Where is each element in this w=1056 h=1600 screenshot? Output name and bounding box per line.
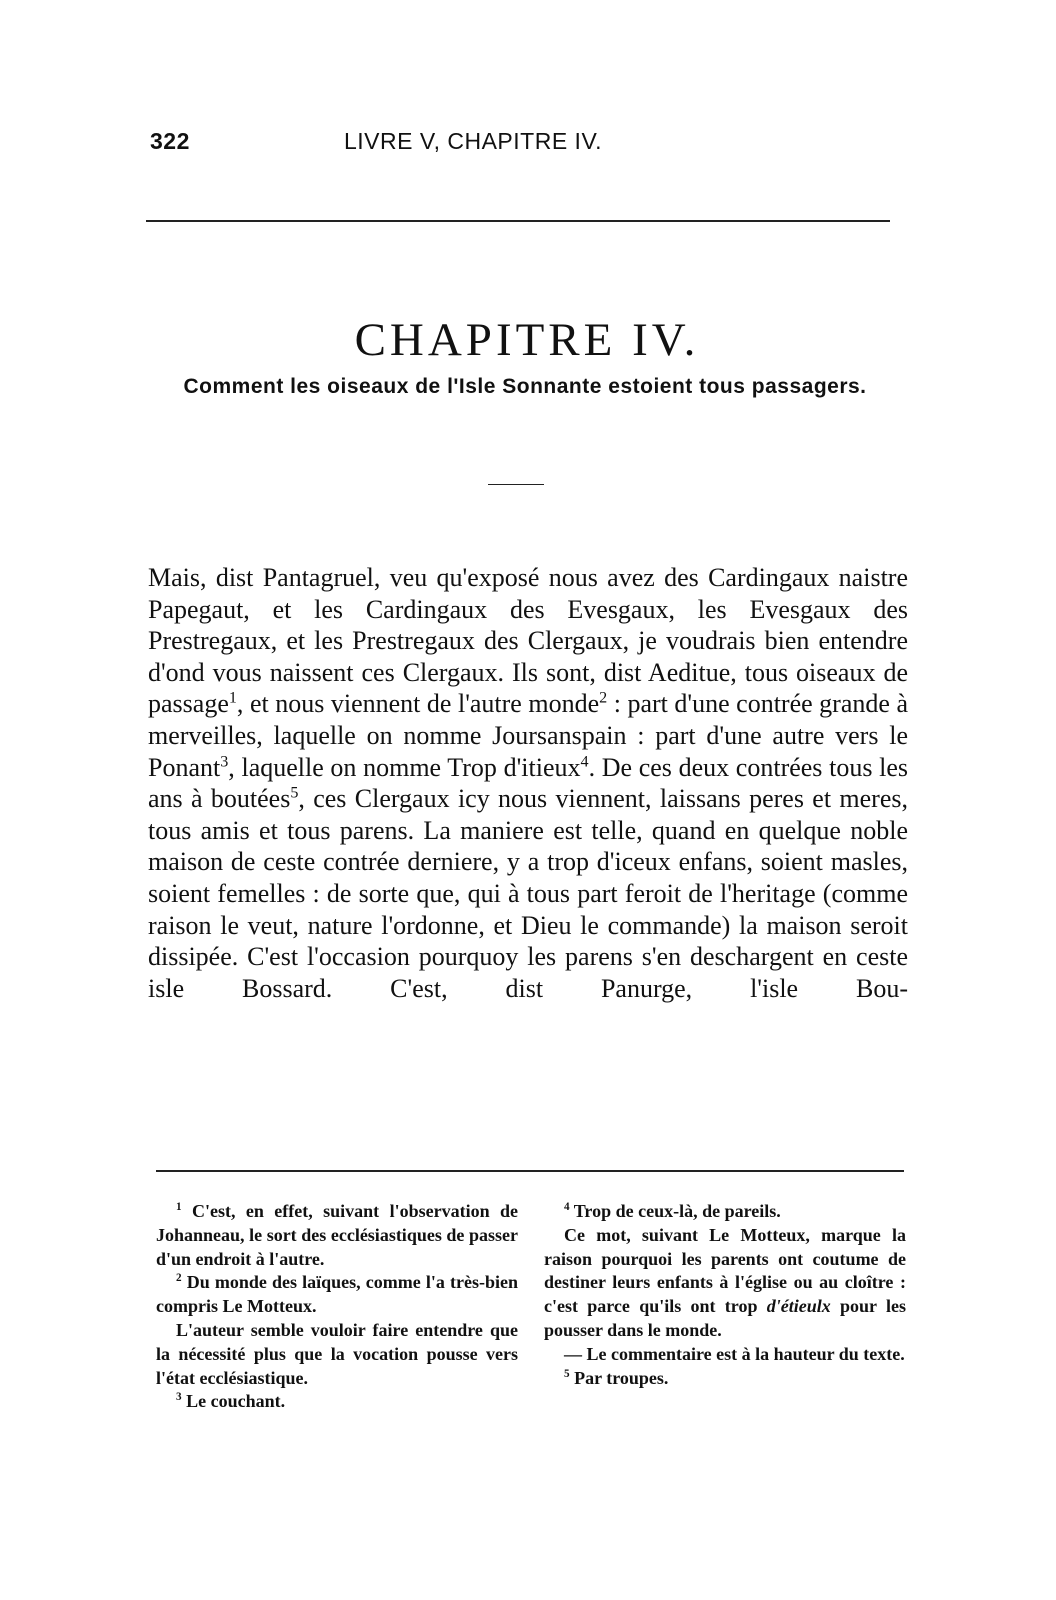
footnote-text: — Le commentaire est à la hauteur du texte. xyxy=(564,1343,905,1364)
note-ref-1: 1 xyxy=(228,689,237,707)
footnote-text: Du monde des laïques, comme l'a très-bien compris Le Motteux. xyxy=(156,1272,518,1317)
footnote-text: Ce mot, suivant Le Motteux, marque la raison pourquoi les parents ont coutume de destiner leurs enfants à l'église ou au cloître : c'est parce qu'ils ont trop xyxy=(544,1224,906,1317)
note-ref-2: 2 xyxy=(599,689,608,707)
footnote-mark: 5 xyxy=(564,1367,570,1380)
body-text-segment: . De ces deux contrées tous les ans à boutées xyxy=(148,752,908,814)
running-head xyxy=(150,128,902,168)
chapter-heading: CHAPITRE IV. xyxy=(354,314,700,367)
body-text-segment: , laquelle on nomme Trop d'itieux xyxy=(228,752,581,782)
body-text-segment: Mais, dist Pantagruel, veu qu'exposé nous avez des Cardingaux naistre Papegaut, et les Cardingaux des Evesgaux, les Evesgaux des Prestregaux, et les Prestregaux des Clergaux, je voudrais bien entendre d'ond vous naissent ces Clergaux. Ils sont, dist Aeditue, tous oiseaux de passage xyxy=(148,563,908,719)
footnote-4-continued xyxy=(544,1224,906,1343)
footnote-4 xyxy=(544,1200,906,1224)
page-number: 322 xyxy=(150,128,190,154)
footnote-1 xyxy=(156,1200,518,1271)
note-ref-4: 4 xyxy=(580,752,589,770)
footnote-text: pour les pousser dans le monde. xyxy=(544,1296,906,1340)
note-ref-5: 5 xyxy=(290,784,299,802)
footnote-2 xyxy=(156,1271,518,1319)
footnotes-left-column xyxy=(156,1200,518,1414)
footnote-text: Le couchant. xyxy=(186,1391,286,1412)
running-title: LIVRE V, CHAPITRE IV. xyxy=(344,128,603,154)
chapter-subtitle: Comment les oiseaux de l'Isle Sonnante estoient tous passagers. xyxy=(183,375,867,398)
footnote-2-continued xyxy=(156,1319,518,1390)
footnote-text: C'est, en effet, suivant l'observation de Johanneau, le sort des ecclésiastiques de passer d'un endroit à l'autre. xyxy=(156,1201,518,1269)
body-text-segment: , ces Clergaux icy nous viennent, laissans peres et meres, tous amis et tous parens. La maniere est telle, quand en quelque noble maison de ceste contrée derniere, y a trop d'iceux enfans, soient masles, soient femelles : de sorte que, qui à tous part feroit de l'heritage (comme raison le veut, nature l'ordonne, et Dieu le commande) la maison seroit dissipée. C'est l'occasion pourquoy les parens s'en deschargent en ceste isle Bossard. C'est, dist Panurge, l'isle Bou- xyxy=(148,784,908,1003)
footnote-text: Trop de ceux-là, de pareils. xyxy=(573,1201,781,1221)
footnote-mark: 1 xyxy=(176,1201,182,1213)
footnote-italic-word: d'étieulx xyxy=(766,1296,831,1317)
footnote-mark: 4 xyxy=(564,1201,570,1213)
body-text-segment: : part d'une contrée grande à merveilles, laquelle on nomme Joursanspain : part d'une autre vers le Ponant xyxy=(148,689,908,782)
footnote-3 xyxy=(156,1390,518,1414)
footnote-5 xyxy=(544,1367,906,1391)
note-ref-3: 3 xyxy=(220,752,229,770)
main-text xyxy=(148,562,908,1004)
footnotes-right-column xyxy=(544,1200,906,1390)
footnote-text: Par troupes. xyxy=(574,1367,669,1388)
footnote-mark: 2 xyxy=(176,1272,182,1285)
footnote-rule xyxy=(156,1170,904,1172)
footnote-4-commentary xyxy=(544,1343,906,1367)
section-rule xyxy=(488,484,544,485)
footnote-mark: 3 xyxy=(176,1391,182,1404)
body-text-segment: , et nous viennent de l'autre monde xyxy=(236,689,600,719)
header-rule xyxy=(146,220,890,222)
footnote-text: L'auteur semble vouloir faire entendre que la nécessité plus que la vocation pousse vers l'état ecclésiastique. xyxy=(156,1319,518,1388)
